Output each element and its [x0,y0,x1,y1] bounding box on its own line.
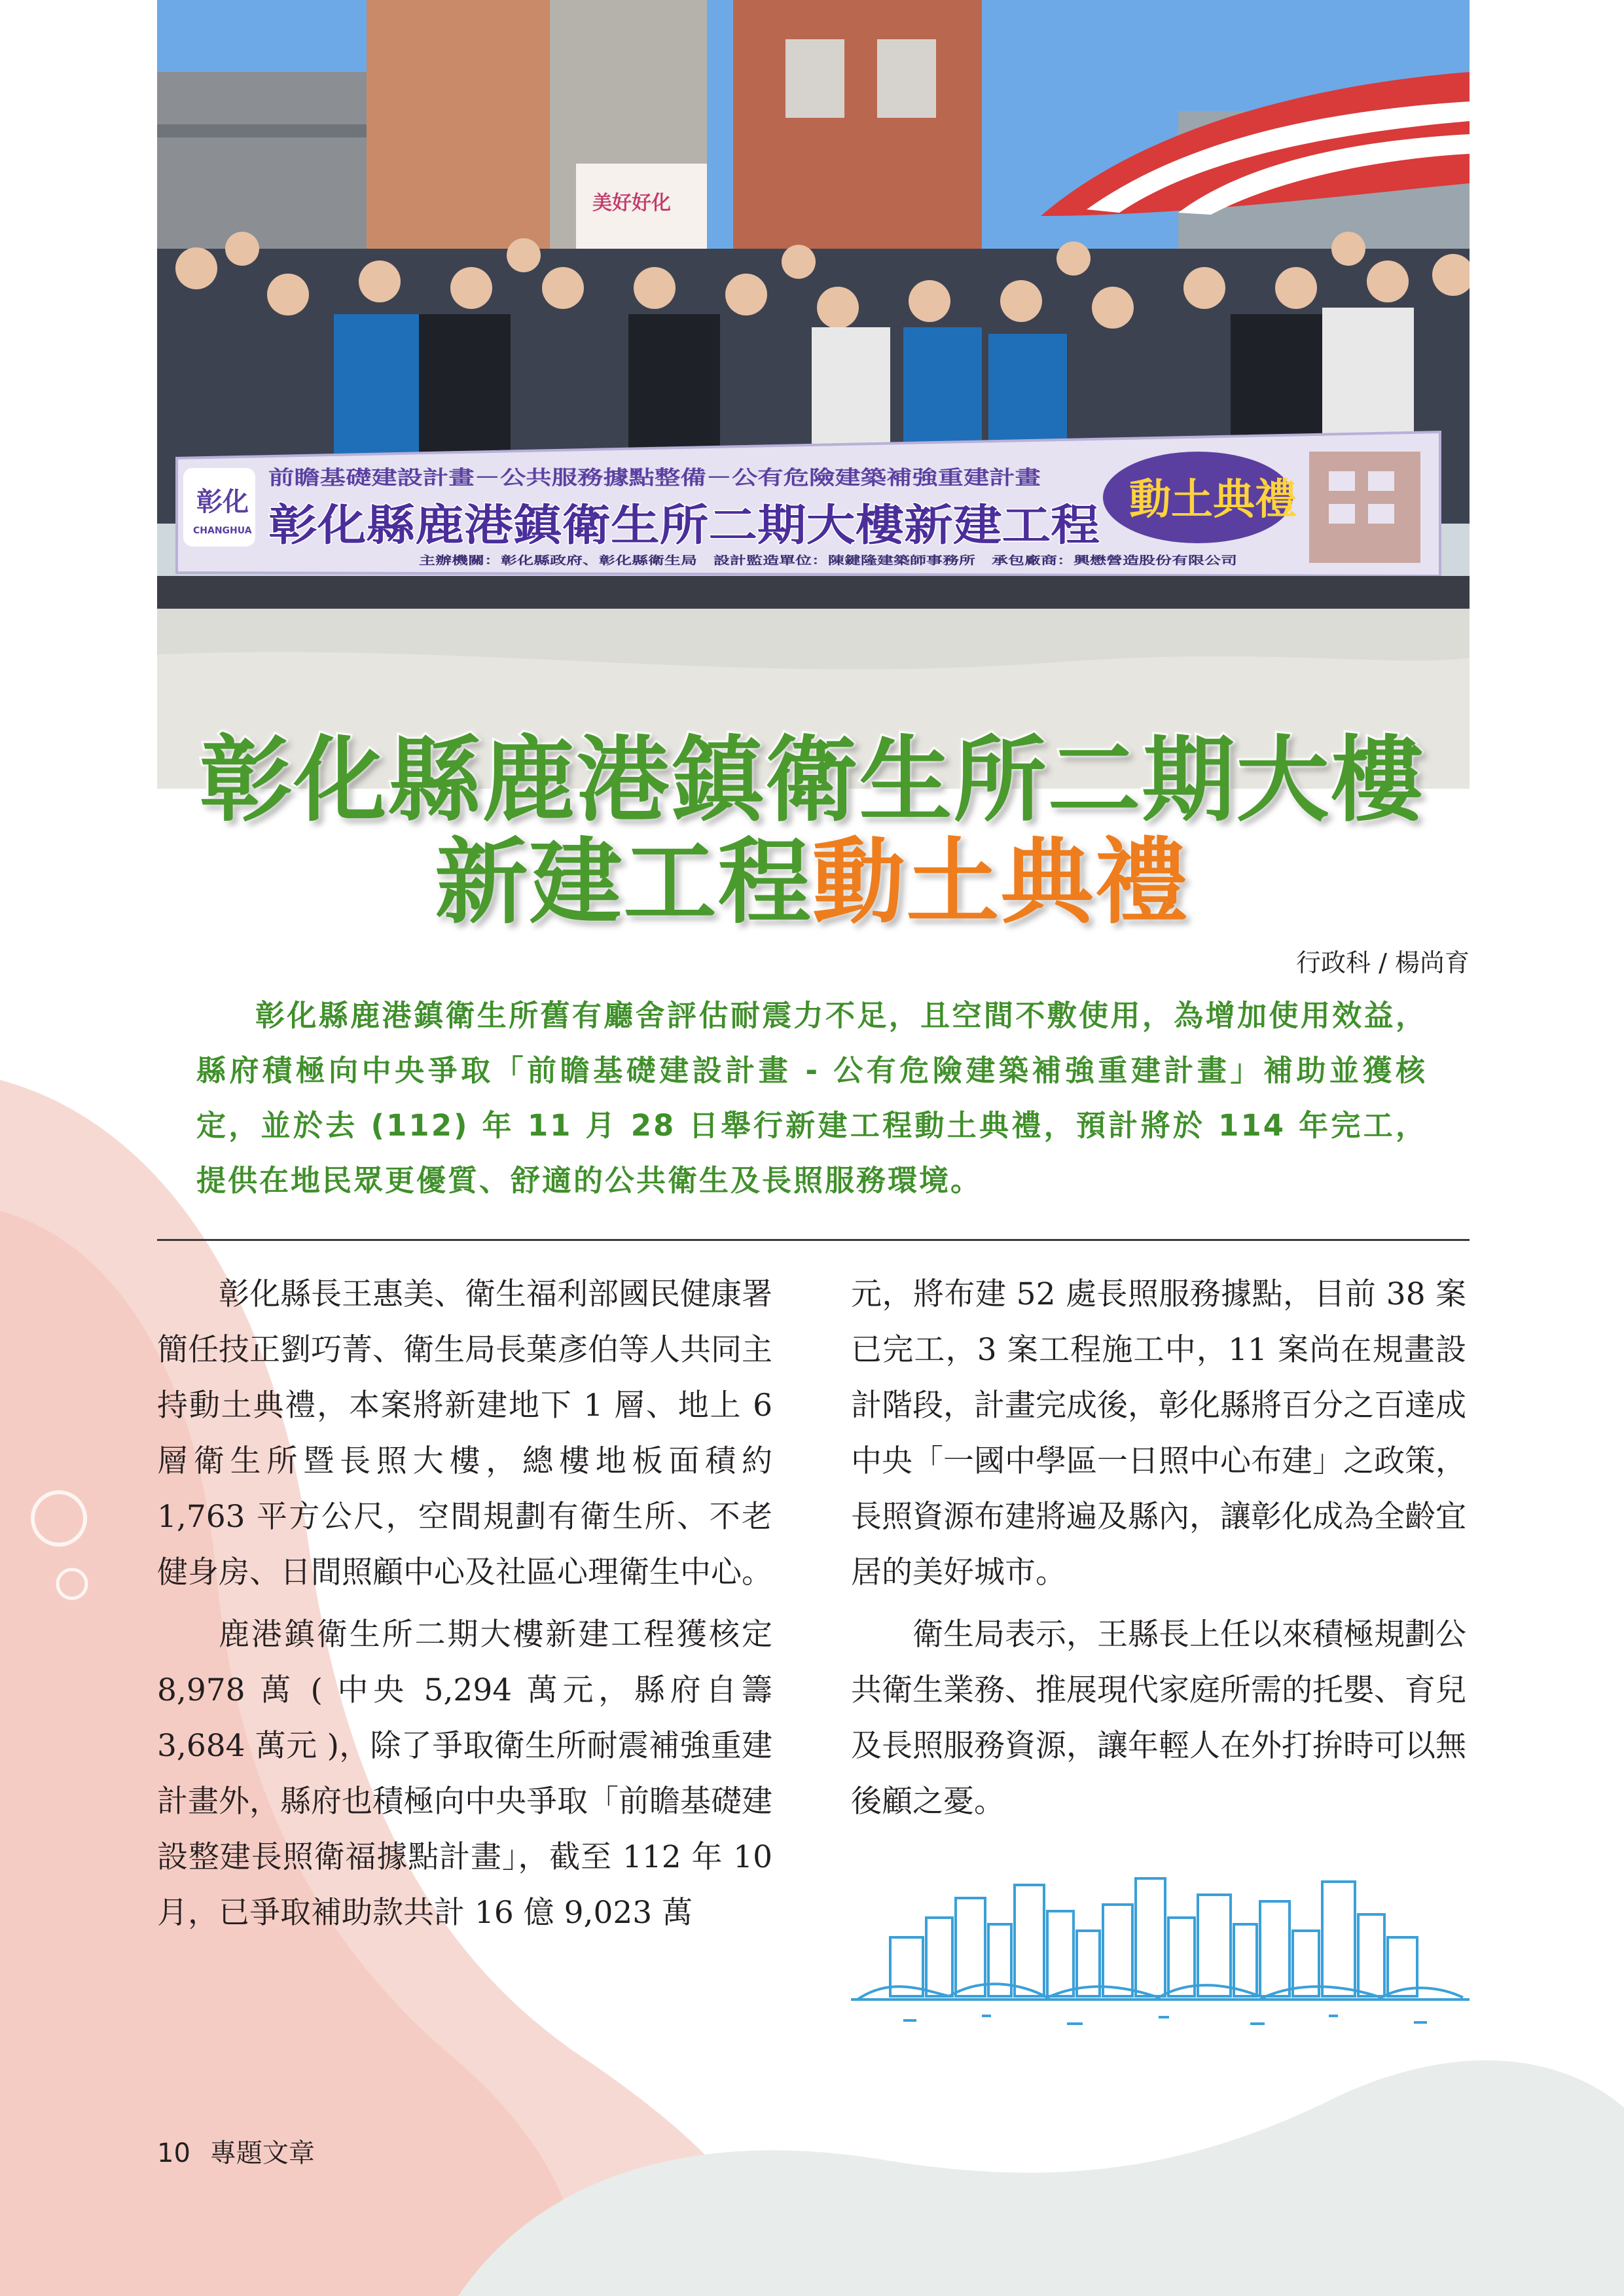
page-title-line1: 彰化縣鹿港鎮衛生所二期大樓 [199,726,1425,834]
city-skyline-illustration [851,1859,1470,2029]
banner-footer: 主辦機關：彰化縣政府、彰化縣衛生局 設計監造單位：陳鍵隆建築師事務所 承包廠商：興懋營造股份有限公司 [419,554,975,567]
body-paragraph-2: 鹿港鎮衛生所二期大樓新建工程獲核定 8,978 萬 ( 中央 5,294 萬元，縣府自籌 3,684 萬元 )，除了爭取衛生所耐震補強重建計畫外，縣府也積極向中央爭取「前瞻基礎建設整建長照衛福據點計畫」，截至 112 年 10 月，已爭取補助款共計 16 億 9,023 萬 [157,1617,772,1931]
body-column-right [851,1266,1466,1836]
title-orange-part: 動土典禮 [812,828,1189,937]
section-label: 專題文章 [209,2138,315,2168]
title-green-part: 新建工程 [435,828,812,937]
body-paragraph-2-continued: 元，將布建 52 處長照服務據點，目前 38 案已完工，3 案工程施工中，11 案尚在規畫設計階段，計畫完成後，彰化縣將百分之百達成中央「一國中學區一日照中心布建」之政策，長照資源布建將遍及縣內，讓彰化成為全齡宜居的美好城市。 [851,1276,1466,1590]
page-title-line2 [0,830,1624,935]
page-footer [157,2132,315,2170]
ceremony-banner [177,432,1440,576]
byline: 行政科 / 楊尚育 [1296,948,1470,977]
body-paragraph-3: 衛生局表示，王縣長上任以來積極規劃公共衛生業務、推展現代家庭所需的托嬰、育兒及長照服務資源，讓年輕人在外打拚時可以無後顧之憂。 [851,1617,1466,1820]
banner-logo-text: 彰化 [196,487,249,517]
banner-logo-sub: CHANGHUA [193,526,252,536]
poster-text: 美好好化 [592,192,671,215]
ceremony-photo [157,0,1470,789]
banner-line1: 前瞻基礎建設計畫－公共服務據點整備－公有危險建築補強重建計畫 [268,467,1041,490]
divider [157,1239,1470,1241]
banner-badge: 動土典禮 [1129,476,1297,524]
banner-line2: 彰化縣鹿港鎮衛生所二期大樓新建工程 [268,500,1100,550]
lead-paragraph: 彰化縣鹿港鎮衛生所舊有廳舍評估耐震力不足，且空間不敷使用，為增加使用效益，縣府積極向中央爭取「前瞻基礎建設計畫 - 公有危險建築補強重建計畫」補助並獲核定，並於去 (112) 年 11 月 28 日舉行新建工程動土典禮，預計將於 114 年完工，提供在地民眾更優質、舒適的公共衛生及長照服務環境。 [196,998,1427,1198]
page-number: 10 [157,2138,190,2168]
body-column-left [157,1266,772,1947]
body-paragraph-1: 彰化縣長王惠美、衛生福利部國民健康署簡任技正劉巧菁、衛生局長葉彥伯等人共同主持動土典禮，本案將新建地下 1 層、地上 6 層衛生所暨長照大樓，總樓地板面積約 1,763 平方公尺，空間規劃有衛生所、不老健身房、日間照顧中心及社區心理衛生中心。 [157,1276,772,1590]
